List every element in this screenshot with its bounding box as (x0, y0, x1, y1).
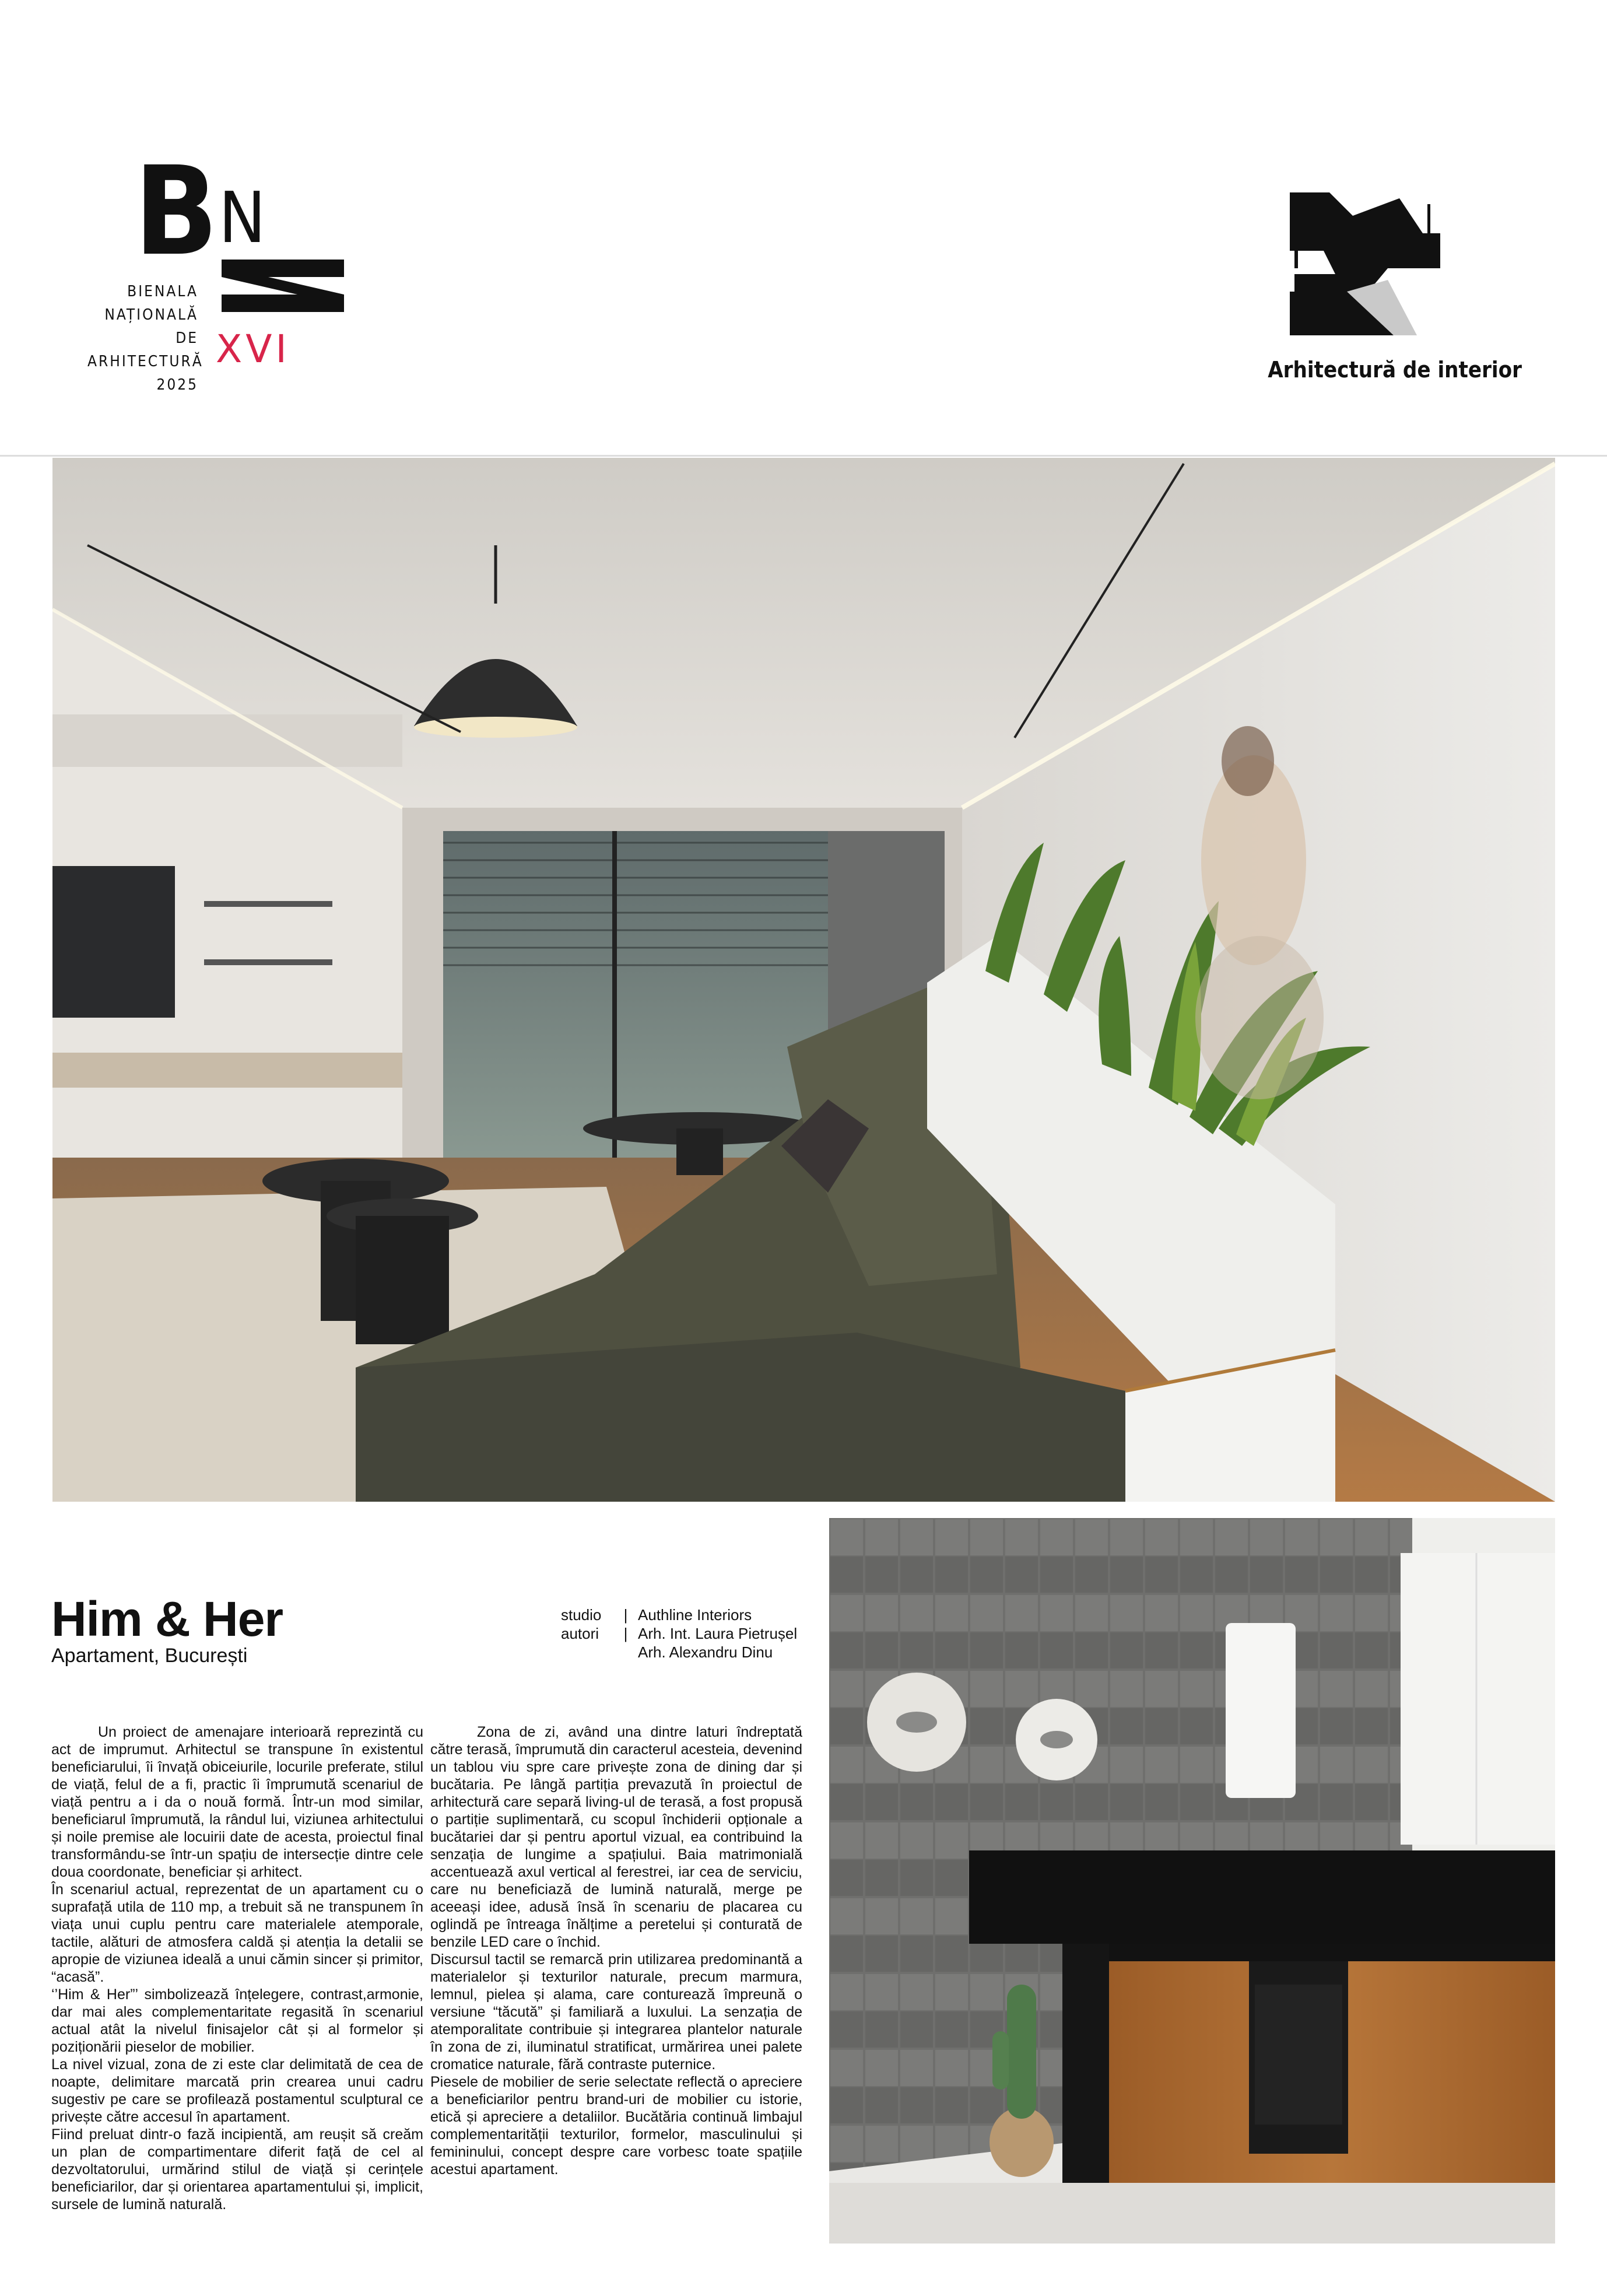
credit-key: studio (561, 1606, 602, 1624)
paragraph: Discursul tactil se remarcă prin utilizarea predominantă a materialelor și texturilor naturale, precum marmura, lemnul, pielea și alama, care conturează împreună o versiune “tăcută” și familiară a luxului. La senzația de atemporalitate contribuie și integrarea plantelor naturale în zona de zi, iluminatul stratificat, urmărirea unei palete cromatice naturale, fără contraste puternice. (430, 1951, 802, 2073)
credit-key: autori (561, 1625, 599, 1642)
credit-separator: | (623, 1625, 628, 1642)
paragraph: ‘’Him & Her”’ simbolizează înțelegere, contrast,armonie, dar mai ales complementaritate regasită în scenariul actual atât la nivelul finisajelor cât și al formelor și poziționării pieselor de mobilier. (51, 1986, 423, 2055)
credit-row-studio (561, 1606, 797, 1624)
body-column-2 (430, 1723, 802, 2178)
credit-separator (622, 1643, 630, 1661)
section-label: Arhitectură de interior (1268, 357, 1522, 383)
project-subtitle: Apartament, București (51, 1645, 248, 1667)
interior-architecture-icon (1283, 192, 1440, 338)
body-column-1 (51, 1723, 423, 2213)
kitchen-photo (829, 1518, 1555, 2244)
credit-value: Authline Interiors (638, 1606, 752, 1624)
project-title: Him & Her (51, 1592, 283, 1646)
bna-line: ARHITECTURĂ (87, 353, 203, 370)
credits (561, 1606, 797, 1661)
paragraph: Un proiect de amenajare interioară reprezintă cu act de imprumut. Arhitectul se transpune în existentul beneficiarului, îi învață obiceiurile, locurile preferate, stilul de viață, felul de a fi, practic îi împrumută scenariul de viață pentru a i da o nouă formă. Într-un mod similar, beneficiarul împrumută, la rândul lui, viziunea arhitectului și noile premise ale locuirii date de acesta, proiectul final transformându-se într-un spațiu de intersecție dintre cele doua coordonate, beneficiar și arhitect. (51, 1724, 423, 1880)
bna-biennial-name (87, 280, 203, 397)
paragraph: Zona de zi, având una dintre laturi îndreptată către terasă, împrumută din caracterul acesteia, devenind un tablou viu spre care privește zona de dining dar și bucătaria. Pe lângă partiția prevazută în proiectul de arhitectură care separă living-ul de terasă, a fost propusă o partiție suplimentară, cu scopul închiderii opționale a bucătariei dar și pentru aportul vizual, ea contribuind la senzația de lungime a spațiului. Baia matrimonială accentuează axul vertical al ferestrei, iar cea de serviciu, care nu beneficiază de lumină naturală, merge pe aceeași idee, adusă însă în scenariu de placarea cu oglindă pe întreaga înălțime a peretelui și conturată de benzile LED care o închid. (430, 1724, 802, 1950)
credit-row-authors (561, 1624, 797, 1643)
credit-value: Arh. Alexandru Dinu (638, 1643, 773, 1661)
credit-separator: | (623, 1606, 628, 1624)
svg-text:N: N (219, 178, 266, 259)
bna-line: 2025 (156, 376, 198, 394)
living-room-photo (52, 458, 1555, 1502)
paragraph: Fiind preluat dintr-o fază incipientă, am reușit să creăm un plan de compartimentare diferit față de cel al dezvoltatorului, urmărind stilul de viață și cerințele beneficiarilor, dar și orientarea apartamentului și, implicit, sursele de lumină naturală. (51, 2126, 423, 2213)
paragraph: Piesele de mobilier de serie selectate reflectă o apreciere a beneficiarilor pentru brand-uri de mobilier cu istorie, etică și apreciere a detaliilor. Bucătăria continuă limbajul complementarității texturilor, formelor, masculinului și femininului, concept despre care vorbesc toate spațiile acestui apartament. (430, 2074, 802, 2178)
credit-key (561, 1643, 613, 1661)
bna-edition: XVI (216, 327, 290, 371)
paragraph: În scenariul actual, reprezentat de un apartament cu o suprafață utila de 110 mp, a trebuit să ne transpunem în viața unui cuplu pentru care materialele atemporale, tactile, alături de atmosfera caldă și atenția la detalii se apropie de viziunea ideală a unui cămin sincer și primitor, “acasă”. (51, 1881, 423, 1985)
credit-value: Arh. Int. Laura Pietrușel (638, 1625, 798, 1642)
bna-line: NAȚIONALĂ (104, 306, 198, 324)
paragraph: La nivel vizual, zona de zi este clar delimitată de cea de noapte, delimitare marcată prin crearea unui cadru sugestiv pe care se profilează postamentul sculptural ce privește către accesul în apartament. (51, 2056, 423, 2125)
credit-row-authors-cont (561, 1643, 797, 1661)
bna-line: BIENALA (127, 283, 198, 300)
bna-line: DE (176, 329, 198, 347)
header-divider (0, 455, 1607, 457)
svg-text:B: B (134, 140, 218, 283)
